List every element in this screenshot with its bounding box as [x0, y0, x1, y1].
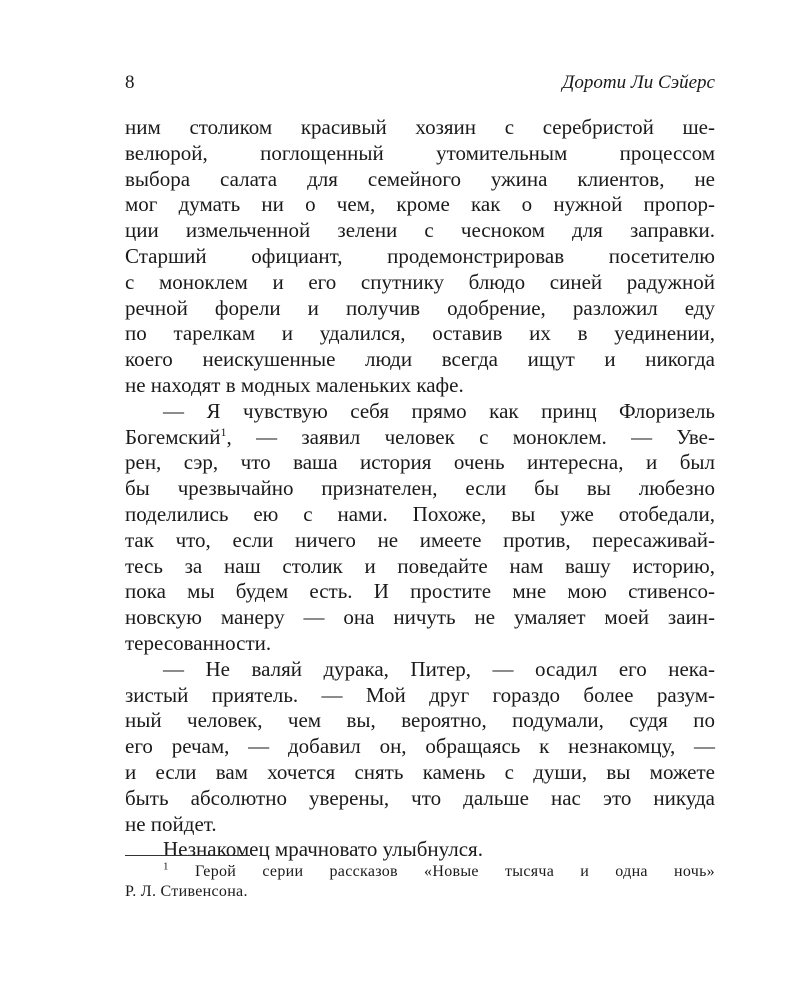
text-line: новскую манеру — она ничуть не умаляет моей заин- [125, 605, 715, 630]
text-line: зистый приятель. — Мой друг гораздо более разум- [125, 682, 715, 707]
text-line: Старший официант, продемонстрировав посетителю [125, 243, 715, 268]
text-line: так что, если ничего не имеете против, пересаживай- [125, 527, 715, 552]
text-line: коего неискушенные люди всегда ищут и никогда [125, 347, 715, 372]
body-text [125, 115, 715, 863]
footnote-line [125, 862, 715, 882]
text-line: быть абсолютно уверены, что дальше нас это никуда [125, 785, 715, 810]
text-line: бы чрезвычайно признателен, если бы вы любезно [125, 476, 715, 501]
text-line: ним столиком красивый хозяин с серебристой ше- [125, 115, 715, 139]
footnote-reference: 1 [220, 424, 227, 439]
text-line: рен, сэр, что ваша история очень интересна, и был [125, 450, 715, 475]
text-line: его речам, — добавил он, обращаясь к незнакомцу, — [125, 734, 715, 759]
text-line: тересованности. [125, 630, 272, 655]
text-line: с моноклем и его спутнику блюдо синей радужной [125, 269, 715, 294]
text-line: велюрой, поглощенный утомительным процессом [125, 140, 715, 165]
text-line-with-footnote-ref [125, 425, 715, 451]
text-line: — Я чувствую себя прямо как принц Флоризель [163, 398, 715, 423]
text-line: пока мы будем есть. И простите мне мою стивенсо- [125, 579, 715, 604]
text-line: тесь за наш столик и поведайте нам вашу историю, [125, 553, 715, 578]
footnote-line: Р. Л. Стивенсона. [125, 883, 248, 900]
page-header [125, 72, 715, 96]
text-line: мог думать ни о чем, кроме как о нужной пропор- [125, 192, 715, 217]
text-line: поделились ею с нами. Похоже, вы уже отобедали, [125, 501, 715, 526]
text-segment: Богемский [125, 424, 221, 449]
page-number: 8 [125, 72, 135, 93]
text-line: выбора салата для семейного ужина клиентов, не [125, 166, 715, 191]
text-segment: , — заявил человек с моноклем. — Уве- [226, 424, 715, 449]
text-line: по тарелкам и удалился, оставив их в уединении, [125, 321, 715, 346]
text-line: речной форели и получив одобрение, разложил еду [125, 295, 715, 320]
text-line: ции измельченной зелени с чесноком для заправки. [125, 218, 715, 243]
text-line: не находят в модных маленьких кафе. [125, 372, 464, 397]
footnote [125, 862, 715, 902]
running-head-author: Дороти Ли Сэйерс [562, 72, 715, 93]
footnote-divider [125, 855, 250, 856]
text-line: не пойдет. [125, 811, 217, 836]
text-line: ный человек, чем вы, вероятно, подумали, судя по [125, 708, 715, 733]
footnote-marker: 1 [163, 860, 169, 873]
footnote-text: Герой серии рассказов «Новые тысяча и одна ночь» [194, 863, 715, 880]
text-line: Незнакомец мрачновато улыбнулся. [163, 837, 483, 862]
text-line: — Не валяй дурака, Питер, — осадил его нека- [163, 656, 715, 681]
text-line: и если вам хочется снять камень с души, вы можете [125, 759, 715, 784]
